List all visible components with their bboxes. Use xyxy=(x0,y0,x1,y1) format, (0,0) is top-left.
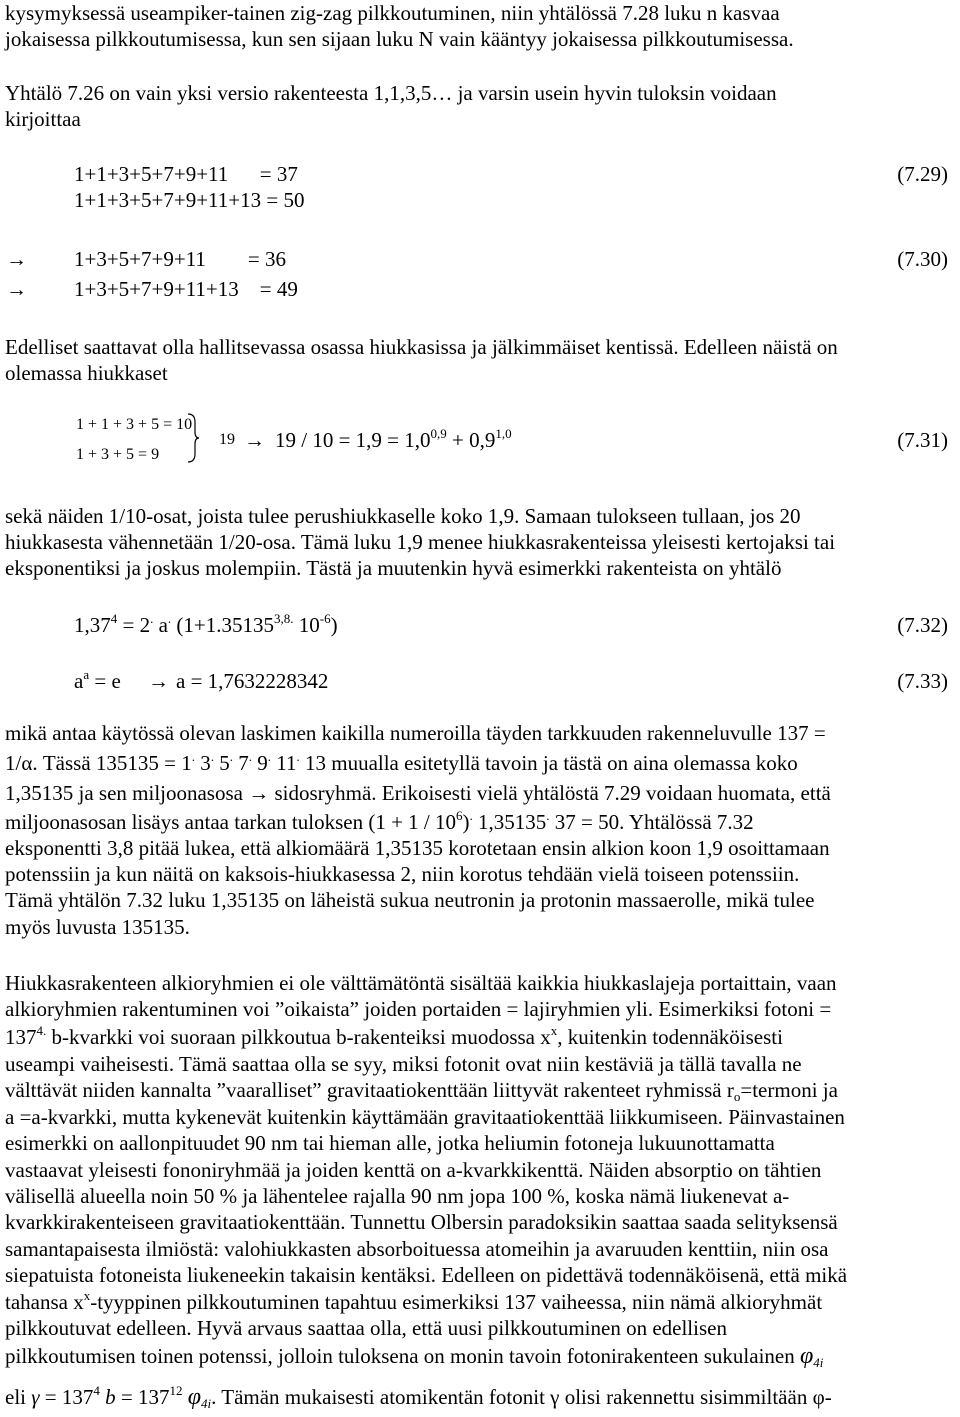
text-line: potenssiin ja kun näitä on kaksois-hiukkasessa 2, niin korotus tehdään vielä toiseen potenssiin. xyxy=(5,862,800,886)
equation-line: $1,37^4 = 2^.$ a. ($1+1.35135^{3,8.}$ $10^{-6}$) xyxy=(74,611,338,637)
text-line: vastaavat yleisesti fononiryhmää ja joiden kenttä on a-kvarkkikenttä. Näiden absorptio on tähtien xyxy=(5,1158,822,1182)
text-line: hiukkasesta vähennetään 1/20-osa. Tämä luku 1,9 menee hiukkasrakenteissa yleisesti kertojaksi tai xyxy=(5,530,836,554)
text-line: siepatuista fotoneista liukeneekin takaisin kentäksi. Edelleen on pidettävä todennäköisenä, että mikä xyxy=(5,1263,848,1287)
equation-line: 1 + 3 + 5 = 9 xyxy=(76,446,160,463)
phi-symbol: φ xyxy=(799,1343,814,1369)
text-line: esimerkki on aallonpituudet 90 nm tai hieman alle, jotka heliumin fotoneja lukuunottamatta xyxy=(5,1131,775,1155)
equation-line: $a^a = e$ xyxy=(74,667,121,693)
text-line: välisellä alueella noin 50 % ja lähentelee rajalla 90 nm jopa 100 %, koska nämä liukenevat a- xyxy=(5,1184,790,1208)
equation-label: (7.33) xyxy=(897,669,948,693)
text-line: Yhtälö 7.26 on vain yksi versio rakenteesta 1,1,3,5… ja varsin usein hyvin tuloksin voidaan xyxy=(5,81,777,105)
text-line: mikä antaa käytössä olevan laskimen kaikilla numeroilla täyden tarkkuuden rakenneluvulle 137 = xyxy=(5,721,826,745)
equation-line: 1+1+3+5+7+9+11+13 = 50 xyxy=(74,188,305,212)
text-line: a =a-kvarkki, mutta kykenevät kuitenkin käyttämään gravitaatiokenttää liikkumiseen. Päinvastainen xyxy=(5,1105,845,1129)
text-line: Tämä yhtälön 7.32 luku 1,35135 on läheistä sukua neutronin ja protonin massaerolle, mikä tulee xyxy=(5,888,815,912)
text-line: alkioryhmien rakentuminen voi ”oikaista” joiden portaiden = lajiryhmien yli. Esimerkiksi fotoni = xyxy=(5,997,832,1021)
equation-label: (7.31) xyxy=(897,428,948,452)
equation-line: 19 xyxy=(219,431,235,448)
text-line: samantapaisesta ilmiöstä: valohiukkasten absorboituessa atomeihin ja avaruuden kenttiin, niin osa xyxy=(5,1237,829,1261)
right-arrow-icon: → xyxy=(6,277,27,301)
text-line: sekä näiden 1/10-osat, joista tulee perushiukkaselle koko 1,9. Samaan tulokseen tullaan, jos 20 xyxy=(5,504,801,528)
text-line: useampi vaiheisesti. Tämä saattaa olla se syy, miksi fotonit ovat niin kestäviä ja tällä tavalla ne xyxy=(5,1052,802,1076)
text-line: eksponentti 3,8 pitää lukea, että alkiomäärä 1,35135 korotetaan ensin alkion koon 1,9 osoittamaan xyxy=(5,836,830,860)
text-line: kirjoittaa xyxy=(5,107,81,131)
equation-label: (7.32) xyxy=(897,613,948,637)
equation-label: (7.30) xyxy=(897,247,948,271)
text-line: $137^{4.}$ b-kvarkki voi suoraan pilkkoutua b-rakenteiksi muodossa $x^x$, kuitenkin todennäköisesti xyxy=(5,1023,783,1049)
equation-line: 1+3+5+7+9+11 = 36 xyxy=(74,247,287,271)
text-line: välttävät niiden kannalta ”vaaralliset” gravitaatiokenttään liittyvät rakenteet ryhmissä $r_o=termoni$ ja xyxy=(5,1078,838,1104)
text-line: tahansa $x^x$-tyyppinen pilkkoutuminen tapahtuu esimerkiksi 137 vaiheessa, niin nämä alkioryhmät xyxy=(5,1288,823,1314)
text-line: kysymyksessä useampiker-tainen zig-zag pilkkoutuminen, niin yhtälössä 7.28 luku n kasvaa xyxy=(5,1,780,25)
text-line: eli $\gamma = 137^4$ $b = 137^{12}$ $\varphi_{4i}$. Tämän mukaisesti atomikentän fotonit γ olisi rakennettu sisimmiltään φ- xyxy=(5,1383,832,1411)
text-line: 1,35135 ja sen miljoonasosa → sidosryhmä. Erikoisesti vielä yhtälöstä 7.29 voidaan huomata, että xyxy=(5,781,831,805)
text-line: jokaisessa pilkkoutumisessa, kun sen sijaan luku N vain kääntyy jokaisessa pilkkoutumisessa. xyxy=(5,27,794,51)
text-line: 1/α. Tässä 135135 = 1. 3. 5. 7. 9. 11. 13 muualla esitetyllä tavoin ja tästä on aina olemassa koko xyxy=(5,749,798,775)
text-line: kvarkkirakenteiseen gravitaatiokenttään. Tunnettu Olbersin paradoksikin saattaa saada selityksensä xyxy=(5,1210,838,1234)
text-line: pilkkoutumisen toinen potenssi, jolloin tuloksena on monin tavoin fotonirakenteen sukulainen $\varphi_{4i}$ xyxy=(5,1343,824,1370)
text-line: Hiukkasrakenteen alkioryhmien ei ole välttämätöntä sisältää kaikkia hiukkaslajeja portaittain, vaan xyxy=(5,971,837,995)
equation-line: 1+3+5+7+9+11+13 = 49 xyxy=(74,277,298,301)
equation-line: $19 / 10 = 1,9 = 1,0^{0,9} + 0,9^{1,0}$ xyxy=(275,426,512,452)
right-arrow-icon: → xyxy=(244,428,265,452)
text-line: pilkkoutuvat edelleen. Hyvä arvaus saattaa olla, että uusi pilkkoutuminen on edellisen xyxy=(5,1316,727,1340)
equation-label: (7.29) xyxy=(897,162,948,186)
equation-line: a = 1,7632228342 xyxy=(176,669,329,693)
right-arrow-icon: → xyxy=(6,247,27,271)
text-line: olemassa hiukkaset xyxy=(5,361,168,385)
text-line: myös luvusta 135135. xyxy=(5,915,190,939)
text-line: miljoonasosan lisäys antaa tarkan tuloksen $(1 + 1 / 10^6)^.$ 1,35135. 37 = 50. Yhtälössä 7.32 xyxy=(5,808,754,834)
text-line: eksponentiksi ja joskus molempiin. Tästä ja muutenkin hyvä esimerkki rakenteista on yhtälö xyxy=(5,556,782,580)
right-arrow-icon: → xyxy=(148,669,169,693)
right-arrow-icon: → xyxy=(248,781,270,805)
equation-line: 1+1+3+5+7+9+11 = 37 xyxy=(74,162,298,186)
brace-icon xyxy=(186,412,200,464)
text-line: Edelliset saattavat olla hallitsevassa osassa hiukkasissa ja jälkimmäiset kentissä. Edelleen näistä on xyxy=(5,335,838,359)
equation-line: 1 + 1 + 3 + 5 = 10 xyxy=(76,416,193,433)
